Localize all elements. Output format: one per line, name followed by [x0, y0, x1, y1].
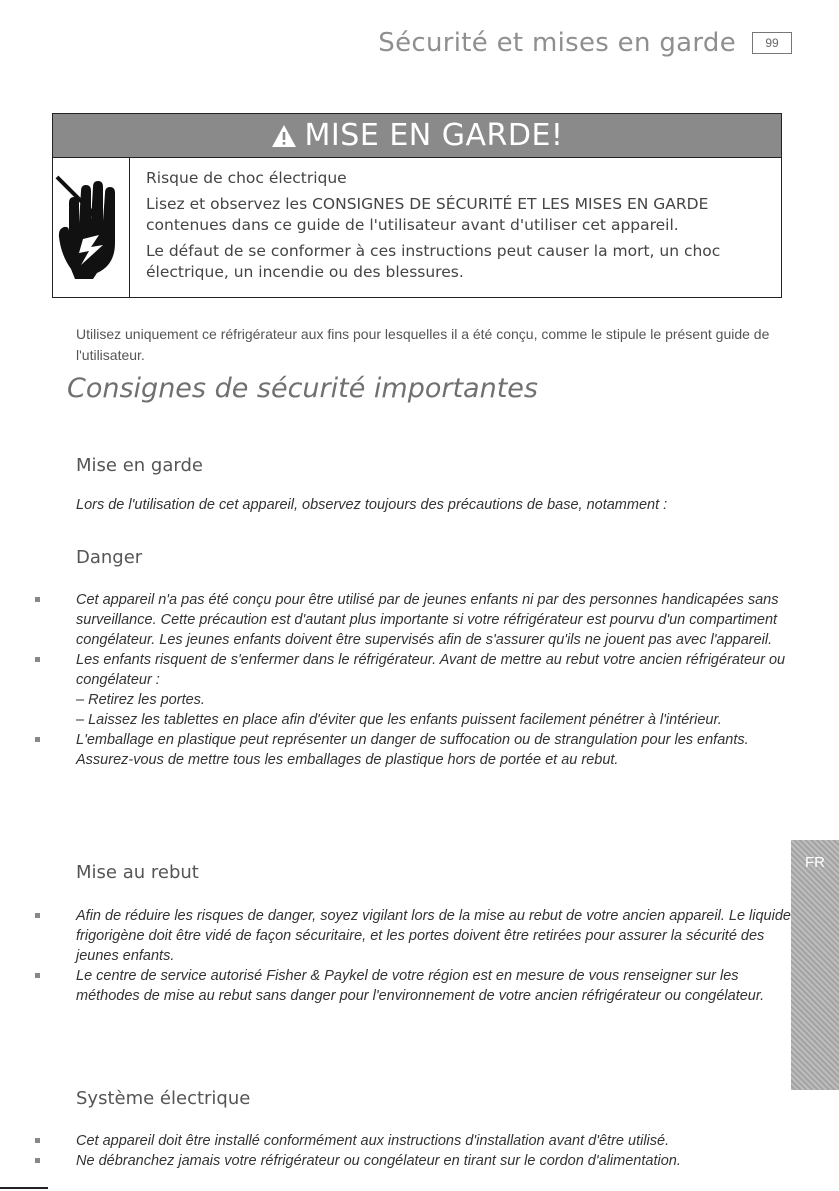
language-tab-label: FR [805, 854, 825, 871]
list-item: Afin de réduire les risques de danger, soyez vigilant lors de la mise au rebut de votre ancien appareil. Le liquide frigorigène doit être vidé de façon sécuritaire, et les portes doivent être retirées pour assurer la sécurité des jeunes enfants. [0, 906, 800, 966]
heading-mise-en-garde: Mise en garde [76, 455, 203, 476]
shock-hazard-cell [53, 158, 130, 298]
bullet-icon [35, 1158, 40, 1163]
page-header [378, 28, 792, 58]
bullet-icon [35, 597, 40, 602]
warning-text [130, 158, 781, 298]
warning-hazard-line: Risque de choc électrique [146, 169, 347, 187]
heading-danger: Danger [76, 547, 143, 568]
danger-list [0, 590, 800, 770]
heading-mise-au-rebut: Mise au rebut [76, 862, 199, 883]
intro-paragraph: Utilisez uniquement ce réfrigérateur aux fins pour lesquelles il a été conçu, comme le stipule le présent guide de l'utilisateur. [76, 326, 770, 363]
list-item: L'emballage en plastique peut représenter un danger de suffocation ou de strangulation pour les enfants. Assurez-vous de mettre tous les emballages de plastique hors de portée et au rebut. [0, 730, 800, 770]
bullet-icon [35, 657, 40, 662]
bullet-icon [35, 1138, 40, 1143]
list-item: Cet appareil n'a pas été conçu pour être utilisé par de jeunes enfants ni par des personnes handicapées sans surveillance. Cette précaution est d'autant plus importante si votre réfrigérateur est pourvu d'un compartiment congélateur. Les jeunes enfants doivent être supervisés afin de s'assurer qu'ils ne jouent pas avec l'appareil. [0, 590, 800, 650]
sub-item: – Retirez les portes. [76, 692, 205, 708]
bullet-icon [35, 913, 40, 918]
mise-en-garde-text: Lors de l'utilisation de cet appareil, observez toujours des précautions de base, notamment : [76, 497, 668, 513]
footer-rule [0, 1187, 48, 1189]
warning-banner [53, 114, 781, 158]
bullet-icon [35, 973, 40, 978]
list-item: Le centre de service autorisé Fisher & Paykel de votre région est en mesure de vous renseigner sur les méthodes de mise au rebut sans danger pour l'environnement de votre ancien réfrigérateur ou congélateur. [0, 966, 800, 1006]
language-tab [791, 840, 839, 1090]
list-item: Ne débranchez jamais votre réfrigérateur ou congélateur en tirant sur le cordon d'alimentation. [0, 1151, 800, 1171]
warning-banner-text: MISE EN GARDE! [304, 118, 564, 153]
page-title: Sécurité et mises en garde [378, 28, 736, 58]
rebut-list [0, 906, 800, 1006]
page-number: 99 [752, 32, 792, 54]
bullet-icon [35, 737, 40, 742]
sub-item: – Laissez les tablettes en place afin d'éviter que les enfants puissent facilement pénétrer à l'intérieur. [76, 712, 722, 728]
electrique-list [0, 1131, 800, 1171]
list-item: Cet appareil doit être installé conformément aux instructions d'installation avant d'être utilisé. [0, 1131, 800, 1151]
warning-triangle-icon [271, 124, 297, 148]
warning-consequence-line: Le défaut de se conformer à ces instructions peut causer la mort, un choc électrique, un incendie ou des blessures. [146, 242, 721, 281]
electric-shock-hand-icon [53, 173, 129, 283]
warning-box [52, 113, 782, 298]
warning-instruction-line: Lisez et observez les CONSIGNES DE SÉCURITÉ ET LES MISES EN GARDE contenues dans ce guide de l'utilisateur avant d'utiliser cet appareil. [146, 195, 709, 234]
section-title: Consignes de sécurité importantes [67, 373, 538, 404]
list-item: Les enfants risquent de s'enfermer dans le réfrigérateur. Avant de mettre au rebut votre ancien réfrigérateur ou congélateur : – Retirez les portes. – Laissez les tablettes en place afin d'éviter que les enfants puissent facilement pénétrer à l'intérieur. [0, 650, 800, 730]
heading-systeme-electrique: Système électrique [76, 1088, 251, 1109]
